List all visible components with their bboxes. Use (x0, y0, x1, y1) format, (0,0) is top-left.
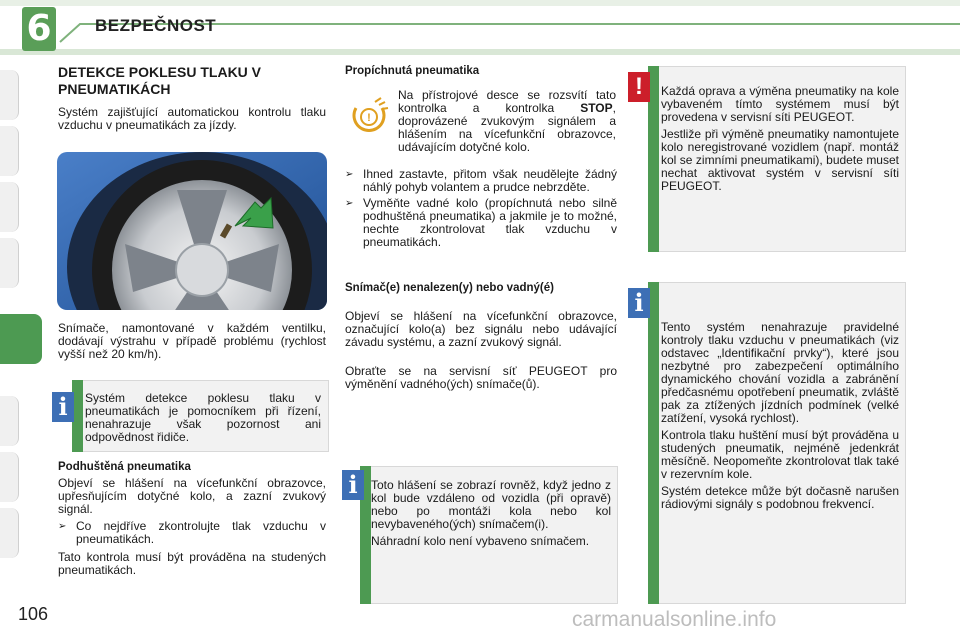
wheel-photo (57, 152, 327, 310)
info-text: Kontrola tlaku huštění musí být prováděna u studených pneumatik, nejméně jedenkrát měsíčně. Neopomeňte zkontrolovat tlak také v rezervním kole. (661, 428, 899, 481)
info-icon: i (52, 392, 74, 422)
info-text: Tento systém nenahrazuje pravidelné kontroly tlaku vzduchu v pneumatikách (viz odstavec „Identifikační prvky“), které jsou nezbytné pro zabezpečení optimálního dynamického chování vozidla a zabránění předčasnému opotřebení pneumatik, zvláště pak za ztížených jízdních podmínek (velké zatížení, vysoká rychlost). (661, 320, 899, 425)
list-item (345, 197, 617, 249)
warning-text: Jestliže při výměně pneumatiky namontujete kolo neregistrované vozidlem (např. montáž kol se zimními pneumatikami), budete muset nechat aktivovat systém v servisní síti PEUGEOT. (661, 127, 899, 193)
info-box-text: Náhradní kolo není vybaveno snímačem. (371, 534, 590, 548)
list-item (345, 168, 617, 194)
underinflated-title: Podhuštěná pneumatika (58, 461, 191, 473)
punctured-bullets (345, 168, 617, 252)
section-title: DETEKCE POKLESU TLAKU V PNEUMATIKÁCH (58, 64, 262, 97)
chapter-title: BEZPEČNOST (95, 16, 217, 35)
punctured-title: Propíchnutá pneumatika (345, 65, 480, 77)
side-tab (0, 508, 19, 558)
side-tab-active (0, 314, 42, 364)
list-item-text: Ihned zastavte, přitom však neudělejte žádný náhlý pohyb volantem a prudce nebrzděte. (363, 167, 617, 194)
list-item-text: Co nejdříve zkontrolujte tlak vzduchu v pneumatikách. (76, 519, 326, 546)
warning-icon: ! (628, 72, 650, 102)
warning-text: Každá oprava a výměna pneumatiky na kole vybaveném tímto systémem musí být provedena v servisní síti PEUGEOT. (661, 84, 899, 124)
info-text: Systém detekce může být dočasně narušen rádiovými signály s podobnou frekvencí. (661, 484, 899, 511)
info-box (72, 380, 329, 452)
info-box (648, 282, 906, 604)
side-tab (0, 126, 19, 176)
chapter-number: 6 (22, 7, 56, 51)
sensor-text: Obraťte se na servisní síť PEUGEOT pro výměnění vadného(ých) snímače(ů). (345, 364, 617, 391)
punctured-text-bold: STOP (580, 101, 613, 115)
side-tab (0, 238, 19, 288)
bullet-icon: ➢ (58, 521, 67, 532)
svg-text:!: ! (367, 112, 371, 124)
list-item (58, 520, 326, 546)
punctured-text (398, 89, 616, 154)
side-tab (0, 182, 19, 232)
info-box-text: Systém detekce poklesu tlaku v pneumatikách je pomocníkem při řízení, nenahrazuje však pozornost ani odpovědnost řidiče. (85, 391, 321, 444)
list-item-text: Vyměňte vadné kolo (propíchnutá nebo silně podhuštěná pneumatika) a jakmile je to možné, nechte zkontrolovat tlak vzduchu v pneumatikách. (363, 196, 617, 249)
info-box-content (371, 479, 611, 552)
punctured-text-part: Na přístrojové desce se rozsvítí tato kontrolka a kontrolka (398, 88, 616, 115)
watermark: carmanualsonline.info (572, 608, 777, 631)
underinflated-note: Tato kontrola musí být prováděna na studených pneumatikách. (58, 550, 326, 577)
warning-box (648, 66, 906, 252)
info-icon: i (628, 288, 650, 318)
tpms-warning-light-icon (347, 96, 391, 136)
side-tab (0, 452, 19, 502)
page-number: 106 (18, 604, 49, 624)
info-box-bar (648, 282, 659, 604)
info-box-text: Toto hlášení se zobrazí rovněž, když jedno z kol bude vzdáleno od vozidla (při opravě) nebo po montáži kola nebo kol nevybaveného(ých) snímačem(i). (371, 478, 611, 531)
bullet-icon: ➢ (345, 169, 354, 180)
intro-text: Systém zajišťující automatickou kontrolu tlaku vzduchu v pneumatikách za jízdy. (58, 105, 326, 132)
underinflated-text: Objeví se hlášení na vícefunkční obrazovce, upřesňujícím dotyčné kolo, a zazní zvukový signál. (58, 476, 326, 516)
info-box (360, 466, 618, 604)
punctured-text-part: , doprovázené zvukovým signálem a hlášením na vícefunkční obrazovce, udávajícím dotyčné kolo. (398, 101, 616, 154)
photo-caption: Snímače, namontované v každém ventilku, dodávají výstrahu v případě problému (rychlost vyšší než 20 km/h). (58, 321, 326, 361)
sensor-title: Snímač(e) nenalezen(y) nebo vadný(é) (345, 282, 554, 294)
side-tab (0, 396, 19, 446)
info-box-content (661, 321, 899, 515)
warning-box-content (661, 85, 899, 197)
side-tab (0, 70, 19, 120)
sensor-text: Objeví se hlášení na vícefunkční obrazovce, označující kolo(a) bez signálu nebo udávající závadu systému, a zazní zvukový signál. (345, 309, 617, 349)
bullet-icon: ➢ (345, 198, 354, 209)
info-icon: i (342, 470, 364, 500)
